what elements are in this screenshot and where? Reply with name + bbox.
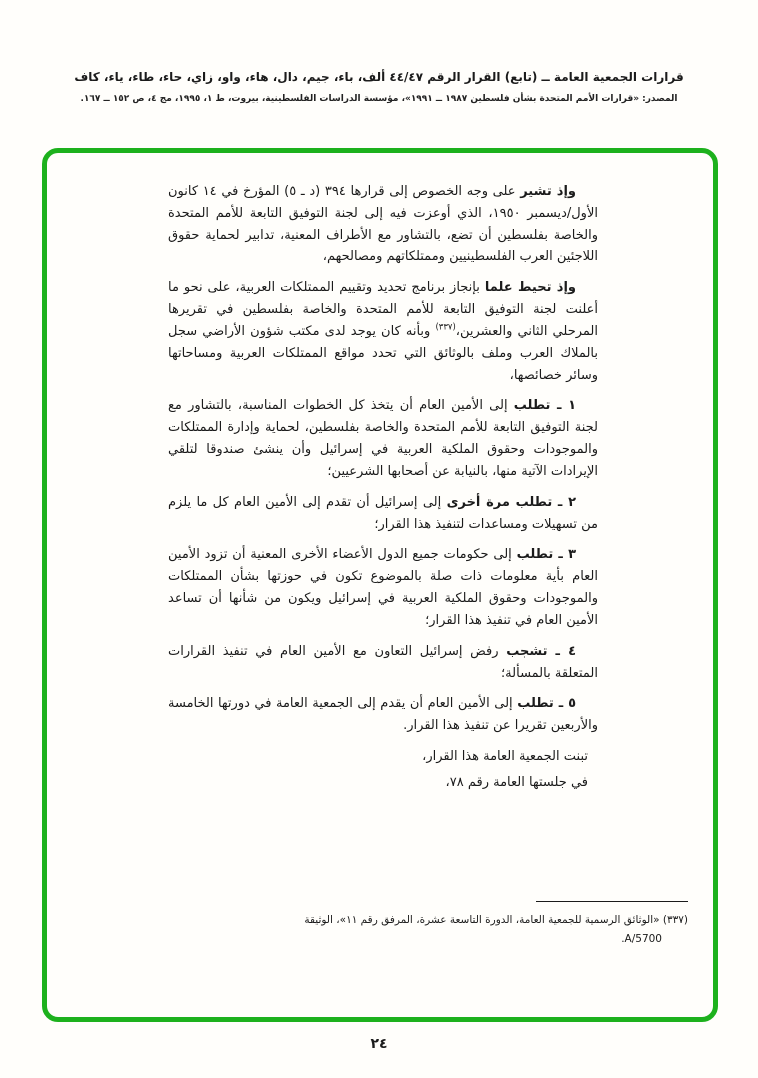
paragraph-text: إلى الأمين العام أن يتخذ كل الخطوات المناسبة، بالتشاور مع لجنة التوفيق التابعة للأمم المتحدة والخاصة بفلسطين، لحماية وإدارة الممتلكات والموجودات وحقوق الملكية العربية في إسرائيل وأن ينشئ صندوقا لتلقي الإيرادات الآتية منها، بالنيابة عن أصحابها الشرعيين؛: [168, 398, 598, 479]
footnote-ref: (٣٣٧): [435, 322, 456, 333]
operative-lead: ٣ ـ تطلب: [516, 547, 576, 563]
paragraph-text: بإنجاز برنامج تحديد وتقييم الممتلكات العربية، على نحو ما أعلنت لجنة التوفيق التابعة للأمم المتحدة والخاصة بفلسطين في تقريرها المرحلي الثاني والعشرين،: [168, 280, 598, 339]
operative-paragraph-2: [168, 492, 598, 536]
page-header: [52, 70, 706, 104]
operative-paragraph-5: [168, 693, 598, 737]
adoption-line: [168, 746, 598, 768]
paragraph-text: على وجه الخصوص إلى قرارها ٣٩٤ (د ـ ٥) المؤرخ في ١٤ كانون الأول/ديسمبر ١٩٥٠، الذي أوعزت فيه إلى لجنة التوفيق التابعة للأمم المتحدة والخاصة بفلسطين أن تضع، بالتشاور مع الأطراف المعنية، تدابير لحماية حقوق اللاجئين العرب الفلسطينيين وممتلكاتهم ومصالحهم،: [168, 184, 598, 265]
content-frame: [42, 148, 718, 1022]
footnote-block: [290, 901, 688, 949]
resolution-header-title: قرارات الجمعية العامة ــ (تابع) القرار الرقم ٤٤/٤٧ ألف، باء، جيم، دال، هاء، واو، زاي، حاء، طاء، ياء، كاف: [74, 70, 684, 84]
operative-paragraph-3: [168, 544, 598, 631]
operative-paragraph-4: [168, 641, 598, 685]
paragraph-text: إلى حكومات جميع الدول الأعضاء الأخرى المعنية أن تزود الأمين العام بأية معلومات ذات صلة بالموضوع تكون في حوزتها بشأن الممتلكات والموجودات وحقوق الملكية العربية في إسرائيل ويكون من شأنها أن تساعد الأمين العام في تنفيذ هذا القرار؛: [168, 547, 598, 628]
paragraph-text: وبأنه كان يوجد لدى مكتب شؤون الأراضي سجل بالملاك العرب وملف بالوثائق التي تحدد مواقع الممتلكات العربية ومساحاتها وسائر خصائصها،: [168, 323, 598, 383]
operative-lead: ١ ـ تطلب: [513, 398, 577, 414]
page-number: ٢٤: [370, 1036, 388, 1052]
operative-paragraph-1: [168, 395, 598, 482]
footnote-separator: [536, 901, 688, 902]
operative-lead: ٤ ـ تشجب: [506, 643, 576, 659]
paragraph-text: إلى إسرائيل أن تقدم إلى الأمين العام كل ما يلزم من تسهيلات ومساعدات لتنفيذ هذا القرار؛: [168, 494, 598, 532]
resolution-text: [168, 181, 598, 798]
preamble-paragraph-1: [168, 181, 598, 268]
operative-lead: ٢ ـ تطلب مرة أخرى: [446, 494, 576, 510]
source-line: المصدر: «قرارات الأمم المتحدة بشأن فلسطين ١٩٨٧ ــ ١٩٩١»، مؤسسة الدراسات الفلسطينية، بيروت، ط ١، ١٩٩٥، مج ٤، ص ١٥٢ ــ ١٦٧.: [80, 94, 678, 104]
preamble-lead: وإذ تشير: [520, 184, 576, 199]
paragraph-text: إلى الأمين العام أن يقدم إلى الجمعية العامة في دورتها الخامسة والأربعين تقريرا عن تنفيذ هذا القرار.: [168, 696, 598, 734]
paragraph-text: رفض إسرائيل التعاون مع الأمين العام في تنفيذ القرارات المتعلقة بالمسألة؛: [168, 643, 598, 681]
session-line: [168, 772, 598, 794]
preamble-lead: وإذ تحيط علما: [484, 280, 577, 296]
footnote-text: (٣٣٧) «الوثائق الرسمية للجمعية العامة، الدورة التاسعة عشرة، المرفق رقم ١١»، الوثيقة A/5700.: [304, 914, 688, 945]
operative-lead: ٥ ـ تطلب: [517, 696, 577, 712]
preamble-paragraph-2: [168, 277, 598, 386]
paragraph-text: في جلستها العامة رقم ٧٨،: [445, 774, 588, 790]
paragraph-text: تبنت الجمعية العامة هذا القرار،: [422, 749, 588, 765]
